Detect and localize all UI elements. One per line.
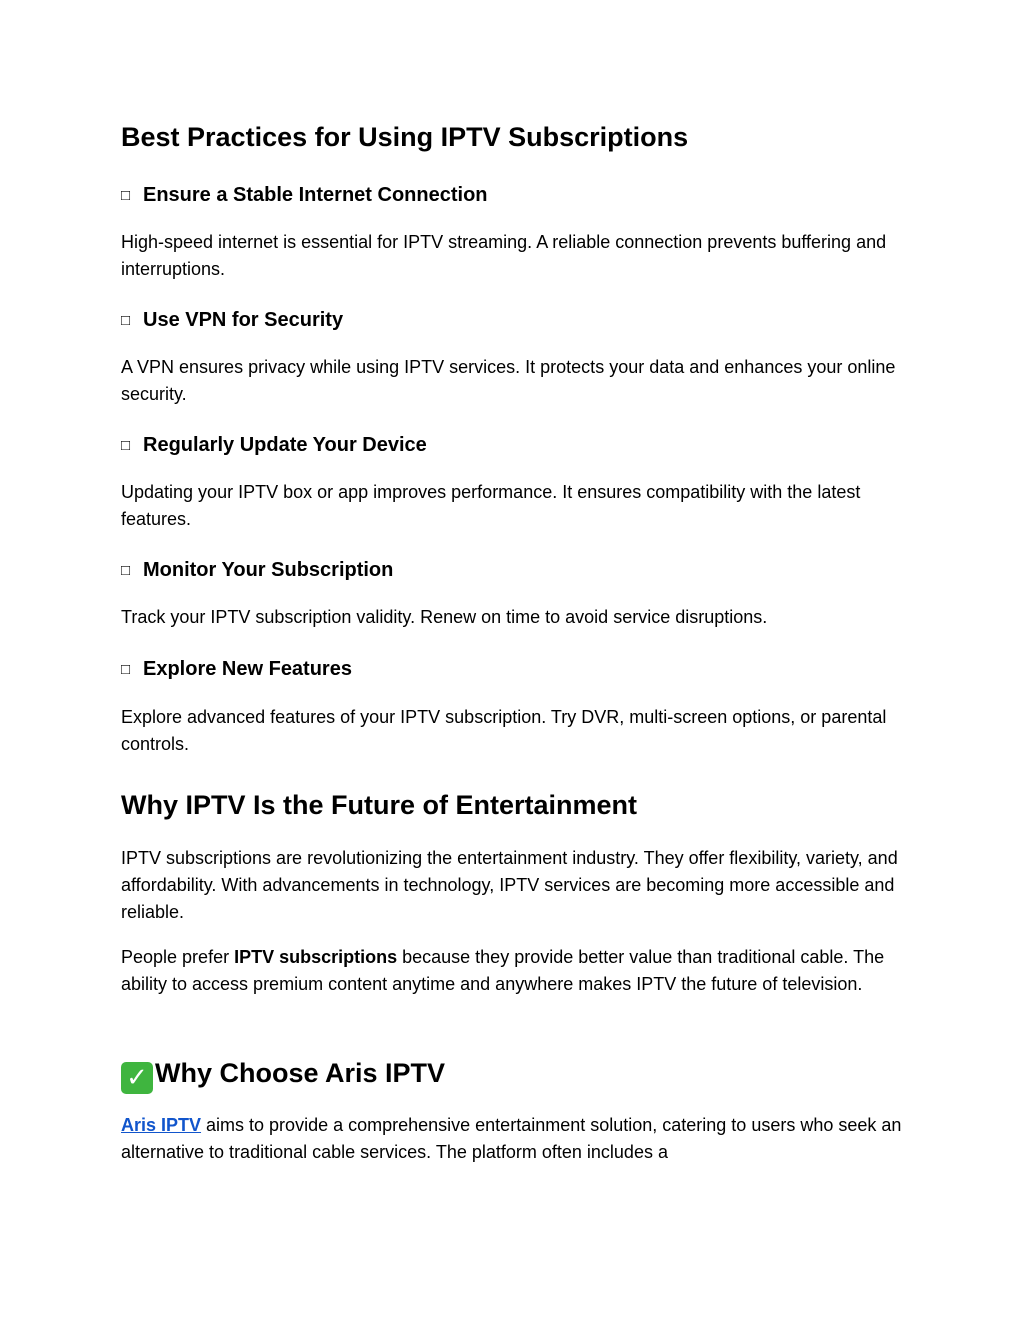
item-text-explore-features: Explore advanced features of your IPTV subscription. Try DVR, multi-screen options, or parental controls. — [121, 707, 887, 754]
item-heading-update-device: □ Regularly Update Your Device — [121, 434, 427, 456]
item-text-monitor-subscription: Track your IPTV subscription validity. Renew on time to avoid service disruptions. — [121, 607, 768, 627]
checkbox-bullet-icon: □ — [121, 661, 131, 678]
checkbox-bullet-icon: □ — [121, 437, 131, 454]
aris-iptv-link[interactable]: Aris IPTV — [121, 1115, 202, 1135]
section-title-best-practices: Best Practices for Using IPTV Subscriptions — [121, 122, 689, 152]
paragraph-aris: Aris IPTV aims to provide a comprehensive entertainment solution, catering to users who seek an alternative to traditional cable services. The platform often includes a — [121, 1115, 902, 1162]
check-mark-icon: ✓ — [121, 1062, 153, 1094]
section-title-future: Why IPTV Is the Future of Entertainment — [121, 790, 638, 820]
section-title-aris: ✓ Why Choose Aris IPTV — [121, 1057, 445, 1094]
paragraph-future-1: IPTV subscriptions are revolutionizing the entertainment industry. They offer flexibility, variety, and affordability. With advancements in technology, IPTV services are becoming more accessible and reliable. — [121, 848, 898, 922]
item-text-stable-connection: High-speed internet is essential for IPTV streaming. A reliable connection prevents buffering and interruptions. — [121, 232, 887, 279]
checkbox-bullet-icon: □ — [121, 312, 131, 329]
paragraph-future-2: People prefer IPTV subscriptions because they provide better value than traditional cable. The ability to access premium content anytime and anywhere makes IPTV the future of television. — [121, 947, 885, 994]
item-heading-monitor-subscription: □ Monitor Your Subscription — [121, 559, 394, 581]
item-heading-vpn: □ Use VPN for Security — [121, 309, 344, 331]
bold-iptv-subscriptions: IPTV subscriptions — [234, 947, 398, 967]
item-heading-stable-connection: □ Ensure a Stable Internet Connection — [121, 184, 488, 206]
item-text-update-device: Updating your IPTV box or app improves performance. It ensures compatibility with the latest features. — [121, 482, 861, 529]
checkbox-bullet-icon: □ — [121, 562, 131, 579]
checkbox-bullet-icon: □ — [121, 187, 131, 204]
item-text-vpn: A VPN ensures privacy while using IPTV services. It protects your data and enhances your online security. — [121, 357, 896, 404]
item-heading-explore-features: □ Explore New Features — [121, 658, 352, 680]
